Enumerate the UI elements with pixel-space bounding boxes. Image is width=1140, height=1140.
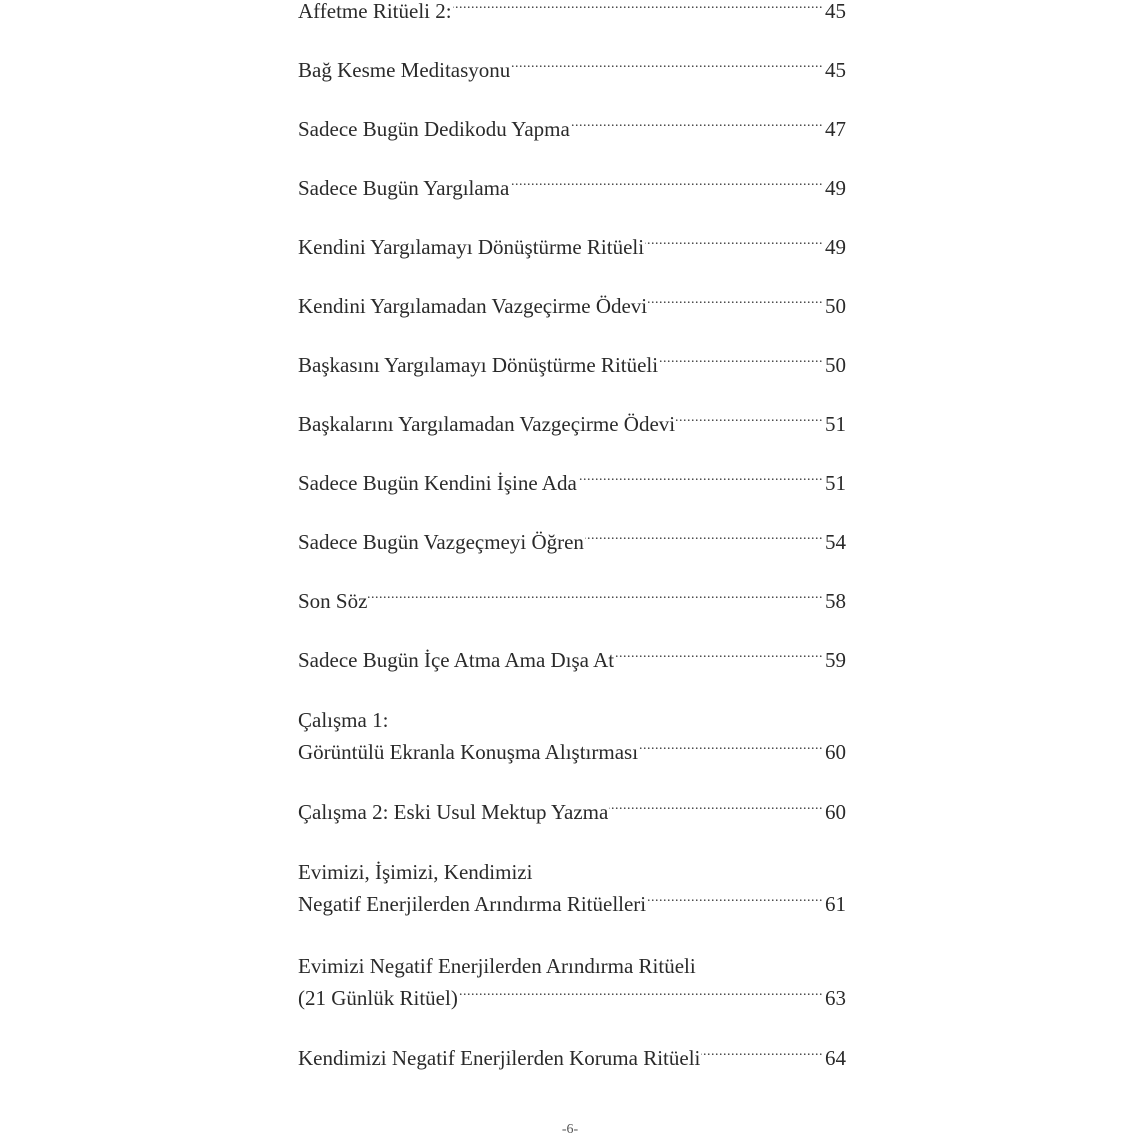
toc-line <box>298 54 846 86</box>
toc-line <box>298 644 846 676</box>
dot-leader <box>511 56 823 77</box>
toc-entry-page: 60 <box>825 740 846 764</box>
page-number: -6- <box>561 1122 579 1137</box>
toc-entry-page: 51 <box>825 412 846 436</box>
toc-entry-title: Sadece Bugün Kendini İşine Ada <box>298 471 577 495</box>
toc-entry-title: (21 Günlük Ritüel) <box>298 986 458 1010</box>
toc-entry-page: 54 <box>825 530 846 554</box>
toc-entry[interactable] <box>298 585 846 617</box>
dot-leader <box>453 0 823 18</box>
toc-entry[interactable] <box>298 526 846 558</box>
toc-line <box>298 982 846 1014</box>
toc-entry-title: Sadece Bugün İçe Atma Ama Dışa At <box>298 648 615 672</box>
toc-entry-page: 64 <box>825 1046 846 1070</box>
toc-entry[interactable] <box>298 349 846 381</box>
toc-line <box>298 290 846 322</box>
dot-leader <box>659 351 823 372</box>
toc-entry-prefix: Evimizi Negatif Enerjilerden Arındırma Ritüeli <box>298 954 696 978</box>
toc-line <box>298 467 846 499</box>
dot-leader <box>645 233 823 254</box>
toc-entry-page: 51 <box>825 471 846 495</box>
toc-entry[interactable] <box>298 0 846 27</box>
toc-entry-prefix: Evimizi, İşimizi, Kendimizi <box>298 860 533 884</box>
toc-entry-page: 59 <box>825 648 846 672</box>
toc-entry-title: Sadece Bugün Yargılama <box>298 176 510 200</box>
toc-line <box>298 231 846 263</box>
toc-line <box>298 0 846 27</box>
toc-entry-title: Negatif Enerjilerden Arındırma Ritüelleri <box>298 892 647 916</box>
dot-leader <box>701 1044 823 1065</box>
toc-entry[interactable] <box>298 796 846 828</box>
toc-line <box>298 526 846 558</box>
toc-entry[interactable] <box>298 290 846 322</box>
toc-entry-title: Başkasını Yargılamayı Dönüştürme Ritüeli <box>298 353 659 377</box>
dot-leader <box>368 587 823 608</box>
toc-entry-page: 49 <box>825 235 846 259</box>
toc-entry-title: Başkalarını Yargılamadan Vazgeçirme Ödevi <box>298 412 676 436</box>
dot-leader <box>459 984 823 1005</box>
toc-entry[interactable] <box>298 704 846 768</box>
toc-entry-title: Kendini Yargılamayı Dönüştürme Ritüeli <box>298 235 645 259</box>
dot-leader <box>648 292 823 313</box>
dot-leader <box>585 528 823 549</box>
toc-entry-page: 63 <box>825 986 846 1010</box>
toc-entry[interactable] <box>298 113 846 145</box>
toc-entry-page: 45 <box>825 0 846 23</box>
dot-leader <box>676 410 823 431</box>
dot-leader <box>571 115 823 136</box>
toc-entry-title: Affetme Ritüeli 2: <box>298 0 452 23</box>
toc-line <box>298 1042 846 1074</box>
toc-entry-title: Kendimizi Negatif Enerjilerden Koruma Ritüeli <box>298 1046 701 1070</box>
toc-line <box>298 796 846 828</box>
toc-line <box>298 172 846 204</box>
toc-entry[interactable] <box>298 644 846 676</box>
toc-line <box>298 349 846 381</box>
toc-entry-page: 50 <box>825 353 846 377</box>
toc-entry-page: 47 <box>825 117 846 141</box>
toc-entry-title: Sadece Bugün Dedikodu Yapma <box>298 117 570 141</box>
toc-entry-title: Son Söz <box>298 589 368 613</box>
dot-leader <box>647 890 823 911</box>
toc-entry-page: 49 <box>825 176 846 200</box>
toc-entry[interactable] <box>298 231 846 263</box>
toc-entry-title: Bağ Kesme Meditasyonu <box>298 58 511 82</box>
toc-entry-title: Görüntülü Ekranla Konuşma Alıştırması <box>298 740 639 764</box>
toc-line <box>298 585 846 617</box>
toc-entry-prefix: Çalışma 1: <box>298 708 389 732</box>
toc-entry-page: 61 <box>825 892 846 916</box>
toc-entry-title: Kendini Yargılamadan Vazgeçirme Ödevi <box>298 294 648 318</box>
toc-line <box>298 736 846 768</box>
toc-entry[interactable] <box>298 467 846 499</box>
toc-entry-title: Çalışma 2: Eski Usul Mektup Yazma <box>298 800 609 824</box>
dot-leader <box>578 469 823 490</box>
toc-entry[interactable] <box>298 408 846 440</box>
toc-entry-page: 50 <box>825 294 846 318</box>
toc-entry[interactable] <box>298 950 846 1014</box>
dot-leader <box>639 738 823 759</box>
dot-leader <box>609 798 823 819</box>
toc-line <box>298 113 846 145</box>
dot-leader <box>615 646 823 667</box>
toc-entry-page: 58 <box>825 589 846 613</box>
toc-entry-title: Sadece Bugün Vazgeçmeyi Öğren <box>298 530 584 554</box>
toc-entry[interactable] <box>298 1042 846 1074</box>
toc-entry[interactable] <box>298 172 846 204</box>
toc-entry-page: 45 <box>825 58 846 82</box>
toc-entry-page: 60 <box>825 800 846 824</box>
toc-line <box>298 888 846 920</box>
toc-entry[interactable] <box>298 856 846 920</box>
toc-line <box>298 408 846 440</box>
dot-leader <box>510 174 823 195</box>
toc-entry[interactable] <box>298 54 846 86</box>
